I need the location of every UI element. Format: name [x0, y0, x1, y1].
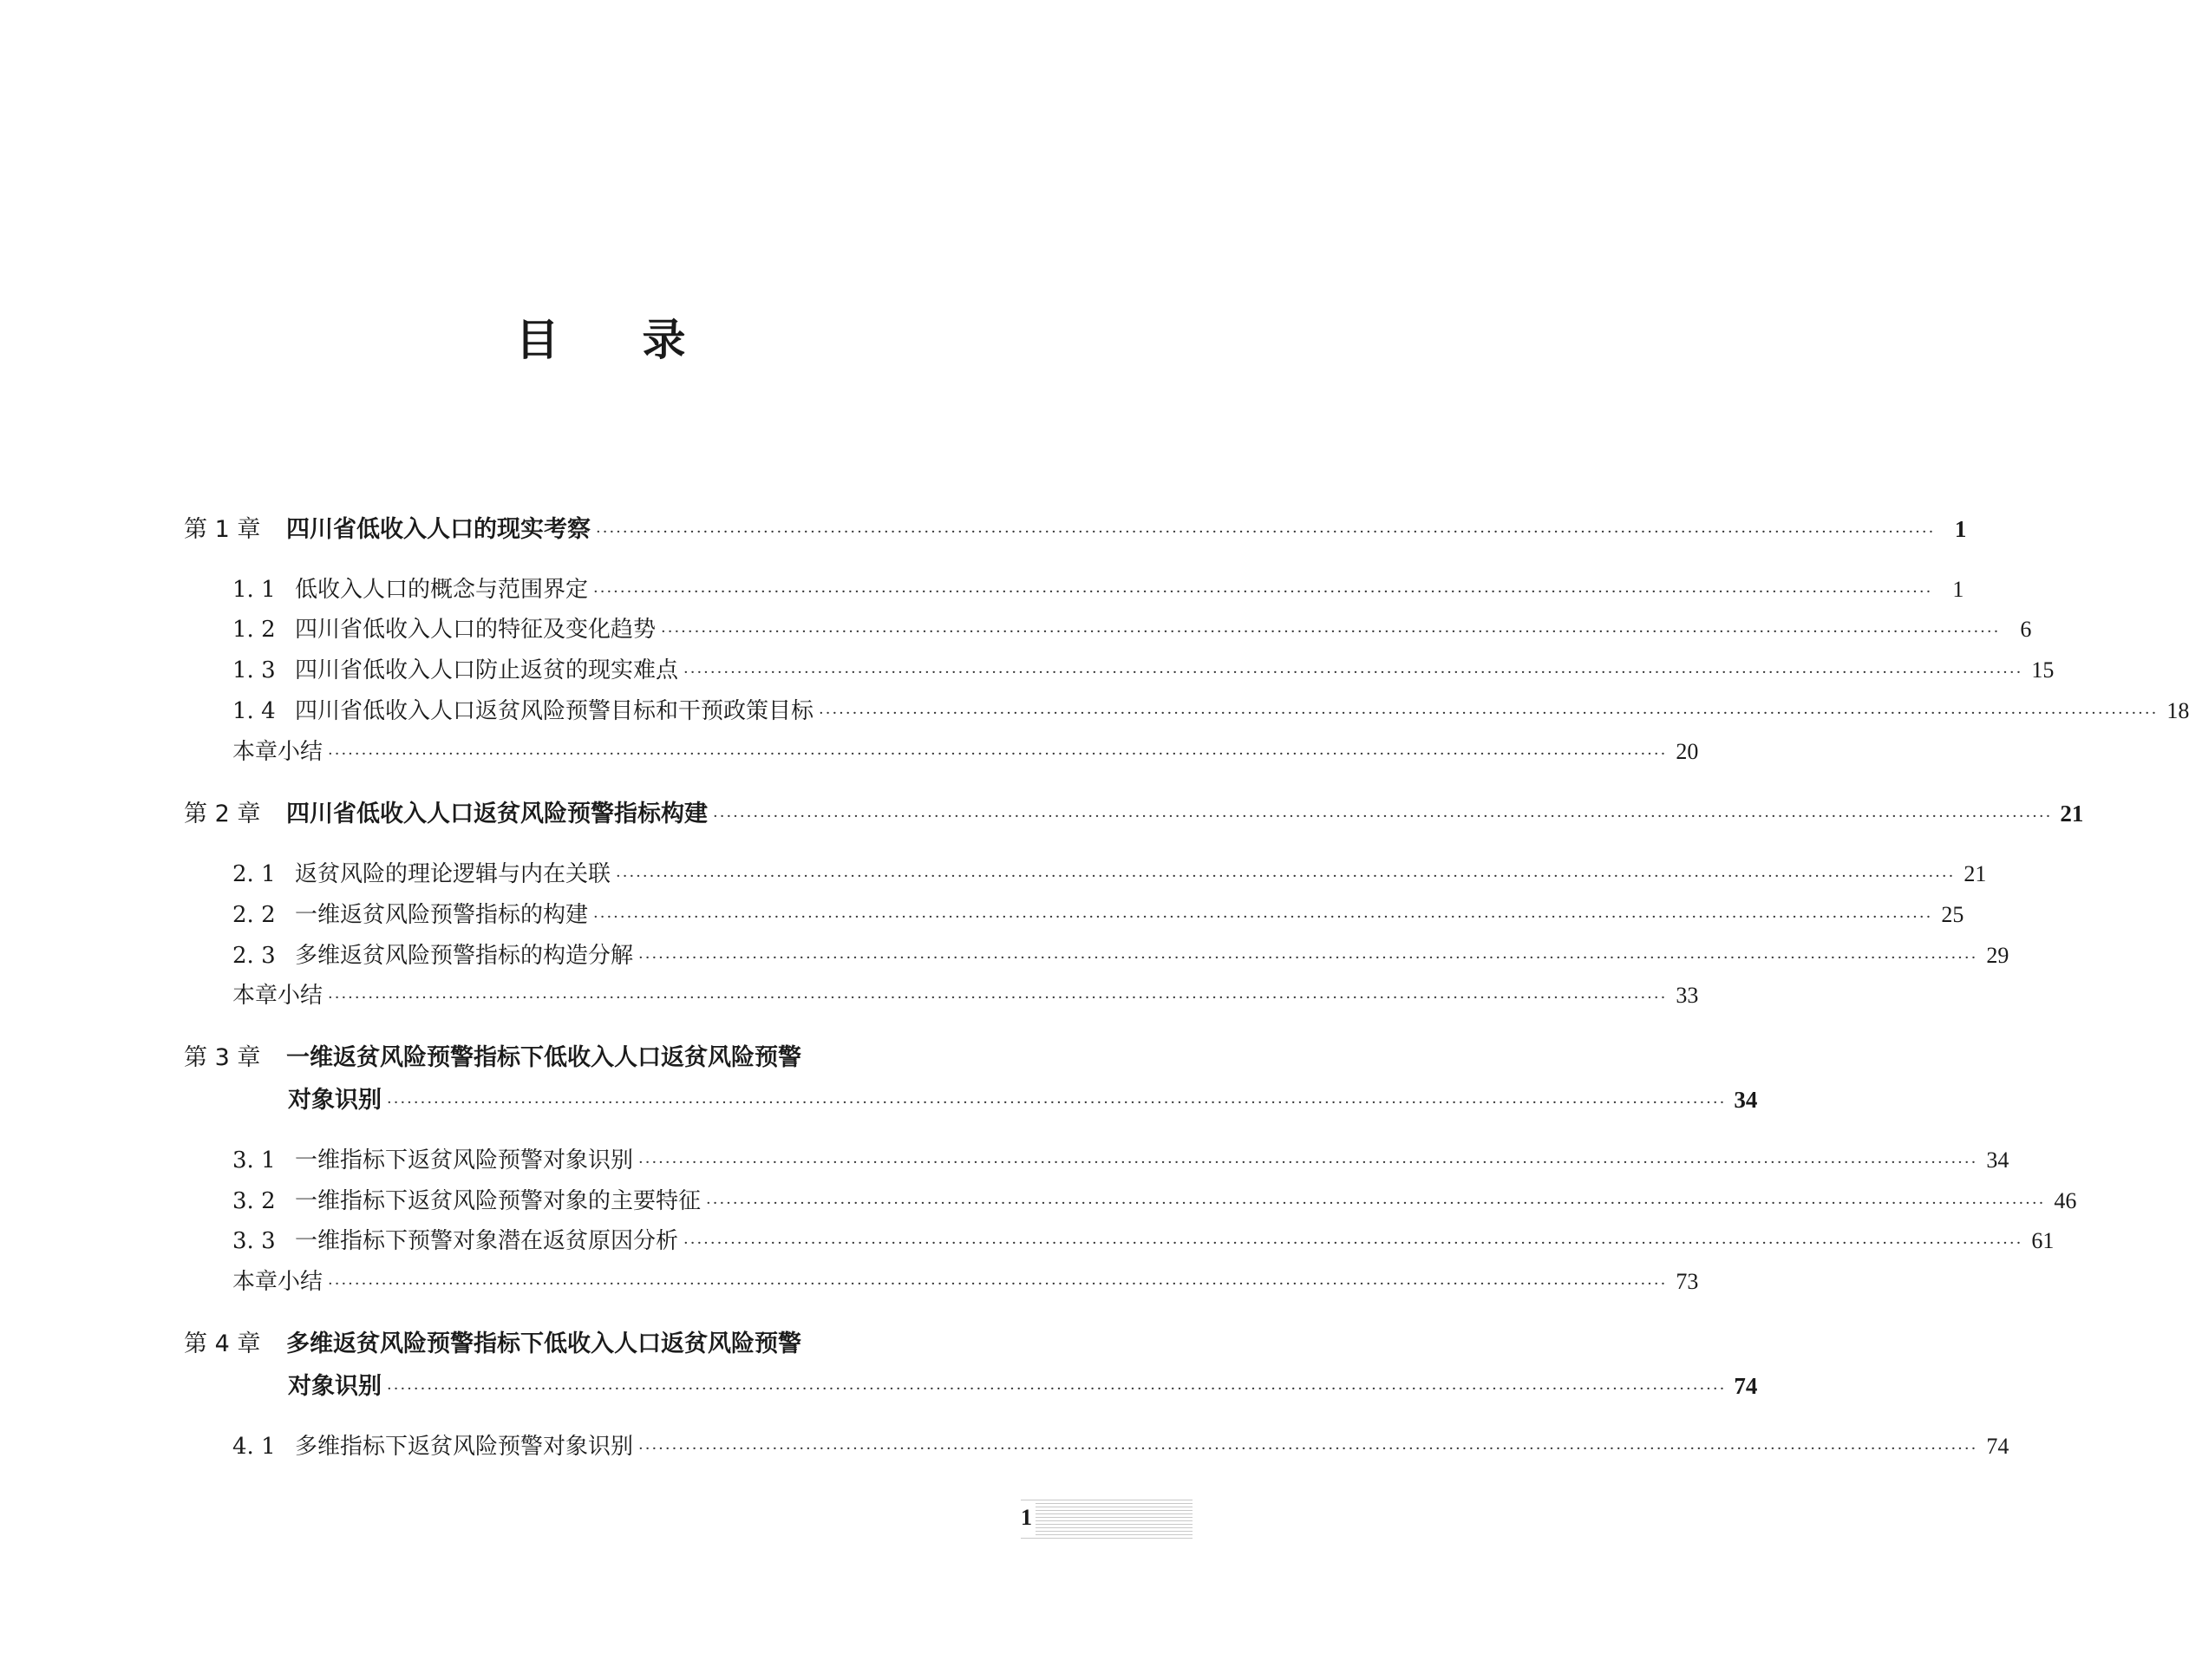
- toc-section-1-4[interactable]: [232, 694, 2189, 729]
- page-number: 33: [1676, 983, 1699, 1008]
- section-title: 低收入人口的概念与范围界定: [295, 577, 589, 603]
- section-title: 多维返贫风险预警指标的构造分解: [295, 943, 634, 969]
- section-title: 本章小结: [232, 983, 323, 1009]
- chapter-title: 一维返贫风险预警指标下低收入人口返贫风险预警: [286, 1044, 801, 1071]
- page-number: 46: [2054, 1188, 2077, 1213]
- toc-chapter-2[interactable]: [184, 796, 2084, 831]
- leader-dots: ········································································································································································································: [593, 908, 1933, 926]
- chapter-number: 第 2 章: [184, 801, 261, 827]
- toc-section-3-1[interactable]: [232, 1143, 2009, 1178]
- toc-section-2-3[interactable]: [232, 938, 2009, 973]
- section-title: 一维返贫风险预警指标的构建: [295, 902, 589, 928]
- section-title: 一维指标下返贫风险预警对象识别: [295, 1147, 634, 1173]
- section-number: 1. 2: [232, 617, 276, 643]
- toc-section-1-3[interactable]: [232, 653, 2055, 688]
- section-number: 1. 4: [232, 698, 276, 724]
- toc-chapter-4[interactable]: [184, 1327, 1004, 1362]
- section-title: 四川省低收入人口防止返贫的现实难点: [295, 657, 679, 683]
- page-number: 1: [1954, 516, 1967, 542]
- chapter-title: 四川省低收入人口的现实考察: [286, 516, 591, 543]
- page-number: 21: [2060, 801, 2084, 827]
- leader-dots: ········································································································································································································: [387, 1094, 1727, 1112]
- chapter-number: 第 4 章: [184, 1330, 261, 1357]
- page-number: 34: [1986, 1147, 2009, 1173]
- toc-section-1-2[interactable]: [232, 612, 2032, 647]
- section-title: 四川省低收入人口返贫风险预警目标和干预政策目标: [295, 698, 814, 724]
- chapter-title: 多维返贫风险预警指标下低收入人口返贫风险预警: [286, 1330, 801, 1357]
- chapter-number: 第 3 章: [184, 1044, 261, 1071]
- section-number: 1. 3: [232, 657, 276, 683]
- leader-dots: ········································································································································································································: [616, 867, 1956, 886]
- toc-section-2-1[interactable]: [232, 857, 1987, 892]
- title-char-1: 目: [515, 315, 559, 365]
- toc-title: [0, 314, 1201, 366]
- toc-summary-3[interactable]: [232, 1265, 1699, 1299]
- toc-summary-2[interactable]: [232, 978, 1699, 1013]
- leader-dots: ········································································································································································································: [713, 807, 2053, 826]
- toc-section-3-2[interactable]: [232, 1184, 2077, 1219]
- chapter-title-cont: 对象识别: [288, 1373, 382, 1400]
- folio-number: 1: [1021, 1500, 1036, 1535]
- leader-dots: ········································································································································································································: [387, 1380, 1727, 1398]
- page-number: 18: [2166, 698, 2189, 723]
- toc-section-1-1[interactable]: [232, 572, 1964, 607]
- section-number: 4. 1: [232, 1434, 276, 1460]
- leader-dots: ········································································································································································································: [683, 1234, 2023, 1252]
- page-number: 25: [1941, 902, 1964, 927]
- page-folio: [1021, 1497, 1193, 1539]
- page-number: 6: [2020, 617, 2032, 642]
- page-number: 61: [2031, 1228, 2055, 1253]
- section-title: 返贫风险的理论逻辑与内在关联: [295, 861, 611, 887]
- page-number: 34: [1734, 1087, 1758, 1113]
- page-number: 15: [2031, 657, 2055, 683]
- section-title: 本章小结: [232, 739, 323, 765]
- toc-chapter-3-cont[interactable]: [288, 1082, 1758, 1117]
- toc-section-2-2[interactable]: [232, 898, 1964, 932]
- section-number: 3. 3: [232, 1228, 276, 1254]
- page-number: 73: [1676, 1269, 1699, 1294]
- chapter-title-cont: 对象识别: [288, 1087, 382, 1114]
- section-title: 一维指标下返贫风险预警对象的主要特征: [295, 1188, 702, 1214]
- toc-section-3-3[interactable]: [232, 1224, 2055, 1258]
- toc-chapter-3[interactable]: [184, 1041, 1004, 1075]
- section-title: 一维指标下预警对象潜在返贫原因分析: [295, 1228, 679, 1254]
- page-number: 74: [1734, 1373, 1758, 1399]
- leader-dots: ········································································································································································································: [819, 704, 2159, 722]
- section-number: 2. 2: [232, 902, 276, 928]
- leader-dots: ········································································································································································································: [683, 664, 2023, 682]
- chapter-number: 第 1 章: [184, 516, 261, 543]
- section-title: 多维指标下返贫风险预警对象识别: [295, 1434, 634, 1460]
- leader-dots: ········································································································································································································: [593, 583, 1933, 601]
- leader-dots: ········································································································································································································: [328, 1275, 1668, 1293]
- leader-dots: ········································································································································································································: [661, 623, 2001, 641]
- leader-dots: ········································································································································································································: [638, 1154, 1978, 1172]
- leader-dots: ········································································································································································································: [706, 1194, 2046, 1213]
- section-number: 3. 1: [232, 1147, 276, 1173]
- toc-chapter-4-cont[interactable]: [288, 1369, 1758, 1403]
- page-number: 74: [1986, 1434, 2009, 1459]
- page-number: 21: [1964, 861, 1987, 886]
- page-number: 29: [1986, 943, 2009, 968]
- leader-dots: ········································································································································································································: [596, 523, 1936, 541]
- toc-summary-1[interactable]: [232, 735, 1699, 769]
- section-number: 1. 1: [232, 577, 276, 603]
- chapter-title: 四川省低收入人口返贫风险预警指标构建: [286, 801, 708, 827]
- section-number: 3. 2: [232, 1188, 276, 1214]
- page-number: 1: [1952, 577, 1964, 602]
- toc-section-4-1[interactable]: [232, 1429, 2009, 1464]
- leader-dots: ········································································································································································································: [328, 989, 1668, 1007]
- section-title: 本章小结: [232, 1269, 323, 1295]
- page-number: 20: [1676, 739, 1699, 764]
- leader-dots: ········································································································································································································: [638, 949, 1978, 967]
- toc-chapter-1[interactable]: [184, 512, 1967, 546]
- section-title: 四川省低收入人口的特征及变化趋势: [295, 617, 657, 643]
- title-char-2: 录: [642, 315, 686, 365]
- section-number: 2. 1: [232, 861, 276, 887]
- section-number: 2. 3: [232, 943, 276, 969]
- leader-dots: ········································································································································································································: [328, 745, 1668, 763]
- leader-dots: ········································································································································································································: [638, 1440, 1978, 1458]
